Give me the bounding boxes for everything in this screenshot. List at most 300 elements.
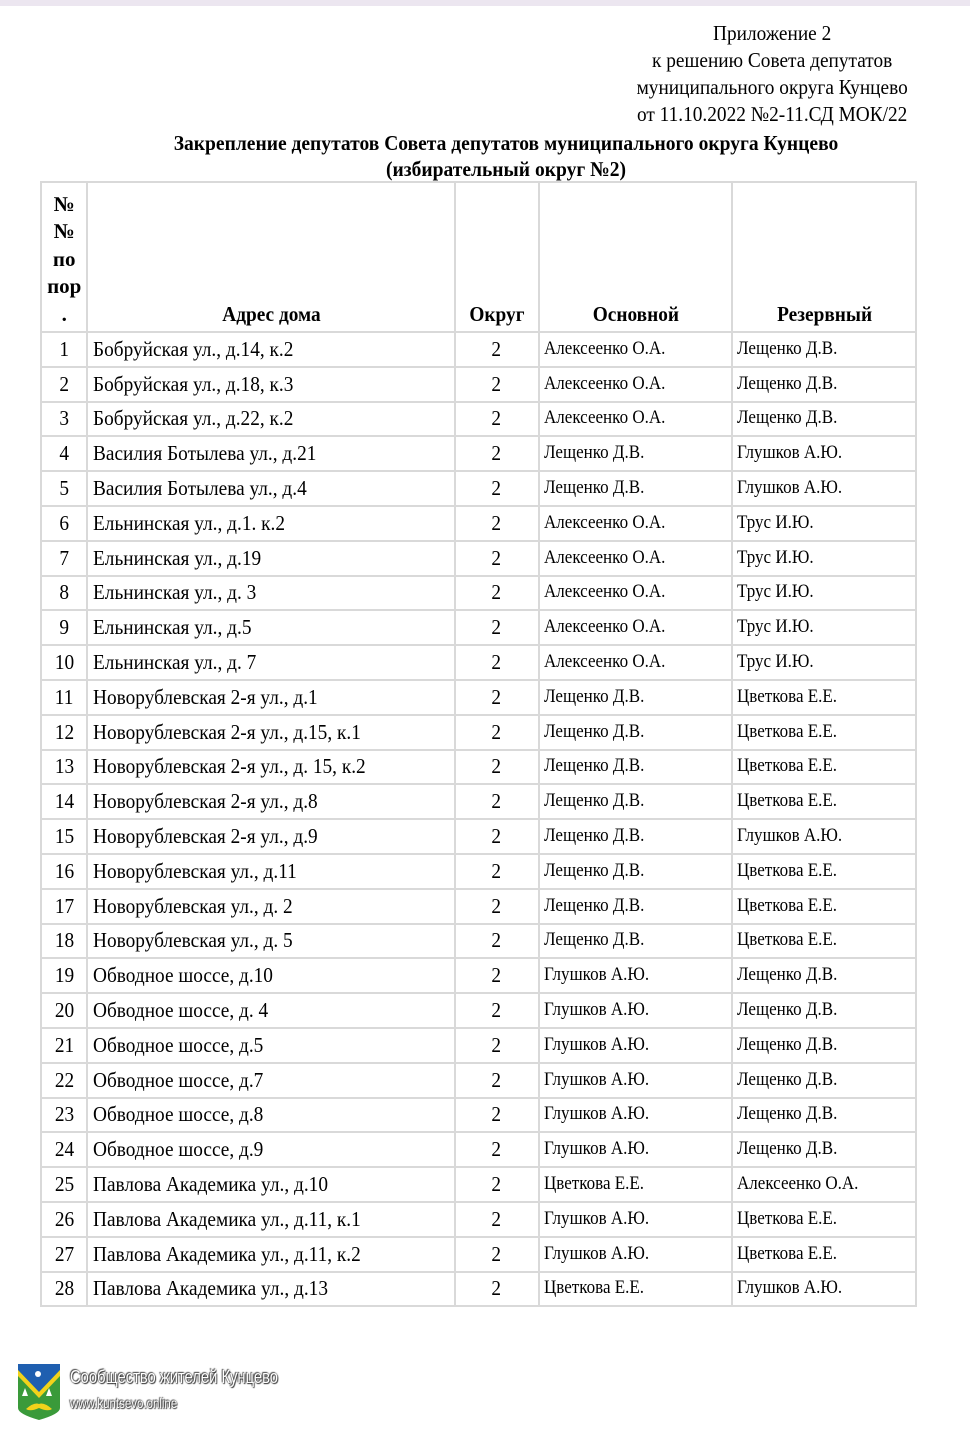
table-row [41, 436, 916, 471]
row-number: 24 [54, 1137, 74, 1162]
row-number-cell [41, 1237, 87, 1272]
row-number: 22 [54, 1067, 74, 1092]
row-address-cell [87, 1167, 454, 1202]
row-primary-deputy: Лещенко Д.В. [543, 478, 644, 499]
row-number-cell [41, 645, 87, 680]
row-reserve-deputy-cell [732, 1028, 916, 1063]
row-district-cell [455, 645, 539, 680]
row-number: 28 [54, 1276, 74, 1301]
header-district [455, 182, 539, 332]
row-number: 10 [54, 650, 74, 675]
table-header-row [41, 182, 916, 332]
row-reserve-deputy: Трус И.Ю. [737, 512, 814, 533]
row-district-cell [455, 680, 539, 715]
row-number-cell [41, 610, 87, 645]
row-district-cell [455, 819, 539, 854]
row-primary-deputy: Лещенко Д.В. [543, 826, 644, 847]
table-row [41, 715, 916, 750]
row-primary-deputy-cell [539, 1063, 733, 1098]
row-address: Ельнинская ул., д. 7 [93, 650, 257, 675]
row-number-cell [41, 1132, 87, 1167]
row-reserve-deputy: Глушков А.Ю. [737, 443, 843, 464]
header-reserve [732, 182, 916, 332]
row-primary-deputy: Алексеенко О.А. [543, 582, 665, 603]
document-title [73, 130, 940, 182]
header-number-line: № [53, 219, 75, 243]
table-row [41, 576, 916, 611]
row-address-cell [87, 819, 454, 854]
row-address-cell [87, 680, 454, 715]
top-bar [0, 0, 970, 6]
row-address-cell [87, 1063, 454, 1098]
row-reserve-deputy: Лещенко Д.В. [737, 373, 838, 394]
row-reserve-deputy: Трус И.Ю. [737, 582, 814, 603]
row-number-cell [41, 958, 87, 993]
row-number-cell [41, 715, 87, 750]
row-number: 3 [59, 406, 70, 431]
row-district: 2 [491, 1137, 502, 1162]
row-reserve-deputy-cell [732, 471, 916, 506]
row-district-cell [455, 576, 539, 611]
row-district: 2 [491, 719, 502, 744]
row-district: 2 [491, 336, 502, 361]
row-address: Ельнинская ул., д. 3 [93, 580, 257, 605]
row-number-cell [41, 332, 87, 367]
row-primary-deputy: Цветкова Е.Е. [543, 1174, 644, 1195]
appendix-line-1: Приложение 2 [713, 21, 832, 45]
watermark-url[interactable]: www.kuntsevo.online [70, 1395, 178, 1411]
row-number-cell [41, 854, 87, 889]
row-address: Василия Ботылева ул., д.21 [93, 441, 317, 466]
row-primary-deputy-cell [539, 750, 733, 785]
row-address-cell [87, 715, 454, 750]
appendix-line-4: от 11.10.2022 №2-11.СД МОК/22 [637, 102, 908, 126]
row-district-cell [455, 367, 539, 402]
row-number: 5 [59, 476, 70, 501]
row-reserve-deputy-cell [732, 1132, 916, 1167]
row-reserve-deputy: Лещенко Д.В. [737, 338, 838, 359]
row-district-cell [455, 541, 539, 576]
row-address: Ельнинская ул., д.1. к.2 [93, 510, 286, 535]
row-district-cell [455, 993, 539, 1028]
row-reserve-deputy: Лещенко Д.В. [737, 408, 838, 429]
table-row [41, 924, 916, 959]
row-reserve-deputy: Лещенко Д.В. [737, 1069, 838, 1090]
row-address: Новорублевская 2-я ул., д.15, к.1 [93, 719, 362, 744]
row-primary-deputy: Глушков А.Ю. [543, 1000, 649, 1021]
row-reserve-deputy-cell [732, 367, 916, 402]
row-number: 15 [54, 824, 74, 849]
kuntsevo-coat-of-arms-icon [16, 1362, 62, 1422]
row-number: 16 [54, 858, 74, 883]
row-district: 2 [491, 1206, 502, 1231]
header-district-label: Округ [469, 301, 525, 326]
row-reserve-deputy-cell [732, 1098, 916, 1133]
row-address-cell [87, 1098, 454, 1133]
row-address: Новорублевская 2-я ул., д.9 [93, 824, 319, 849]
table-row [41, 1272, 916, 1307]
row-address-cell [87, 889, 454, 924]
row-number: 18 [54, 928, 74, 953]
row-district-cell [455, 854, 539, 889]
row-district: 2 [491, 1032, 502, 1057]
row-reserve-deputy-cell [732, 645, 916, 680]
row-reserve-deputy-cell [732, 332, 916, 367]
row-reserve-deputy-cell [732, 506, 916, 541]
row-primary-deputy: Глушков А.Ю. [543, 1104, 649, 1125]
row-reserve-deputy-cell [732, 1202, 916, 1237]
row-primary-deputy: Алексеенко О.А. [543, 617, 665, 638]
row-primary-deputy: Глушков А.Ю. [543, 1139, 649, 1160]
row-number: 19 [54, 963, 74, 988]
row-district: 2 [491, 580, 502, 605]
row-district: 2 [491, 1067, 502, 1092]
row-reserve-deputy: Лещенко Д.В. [737, 1000, 838, 1021]
row-district: 2 [491, 371, 502, 396]
row-reserve-deputy-cell [732, 436, 916, 471]
row-district-cell [455, 1063, 539, 1098]
row-reserve-deputy: Трус И.Ю. [737, 547, 814, 568]
row-address-cell [87, 993, 454, 1028]
row-number-cell [41, 680, 87, 715]
row-reserve-deputy-cell [732, 1272, 916, 1307]
row-primary-deputy-cell [539, 924, 733, 959]
row-address-cell [87, 750, 454, 785]
row-primary-deputy-cell [539, 506, 733, 541]
title-line-1: Закрепление депутатов Совета депутатов муниципального округа Кунцево [173, 131, 839, 155]
row-address: Павлова Академика ул., д.11, к.2 [93, 1241, 362, 1266]
row-reserve-deputy-cell [732, 1063, 916, 1098]
row-primary-deputy-cell [539, 1098, 733, 1133]
table-row [41, 471, 916, 506]
row-district-cell [455, 750, 539, 785]
row-district: 2 [491, 1172, 502, 1197]
row-address: Обводное шоссе, д. 4 [93, 998, 269, 1023]
table-row [41, 958, 916, 993]
table-row [41, 506, 916, 541]
row-district: 2 [491, 476, 502, 501]
row-primary-deputy-cell [539, 784, 733, 819]
row-district: 2 [491, 754, 502, 779]
table-row [41, 750, 916, 785]
row-district: 2 [491, 998, 502, 1023]
table-row [41, 367, 916, 402]
row-address: Бобруйская ул., д.14, к.2 [93, 336, 294, 361]
row-address-cell [87, 645, 454, 680]
header-number-line: по [52, 246, 76, 271]
row-primary-deputy-cell [539, 819, 733, 854]
row-address: Бобруйская ул., д.18, к.3 [93, 371, 294, 396]
row-district-cell [455, 924, 539, 959]
row-address: Новорублевская 2-я ул., д.8 [93, 789, 319, 814]
row-number-cell [41, 993, 87, 1028]
row-reserve-deputy-cell [732, 1237, 916, 1272]
table-body [41, 332, 916, 1306]
row-district: 2 [491, 858, 502, 883]
table-row [41, 645, 916, 680]
row-district-cell [455, 889, 539, 924]
row-address-cell [87, 576, 454, 611]
row-reserve-deputy: Цветкова Е.Е. [737, 1243, 838, 1264]
row-address: Обводное шоссе, д.8 [93, 1102, 264, 1127]
row-reserve-deputy-cell [732, 402, 916, 437]
row-district-cell [455, 1202, 539, 1237]
row-number: 11 [54, 684, 74, 709]
row-district-cell [455, 1167, 539, 1202]
row-address-cell [87, 436, 454, 471]
row-primary-deputy: Алексеенко О.А. [543, 652, 665, 673]
row-reserve-deputy: Цветкова Е.Е. [737, 686, 838, 707]
row-reserve-deputy: Глушков А.Ю. [737, 1278, 843, 1299]
table-row [41, 1028, 916, 1063]
row-address: Бобруйская ул., д.22, к.2 [93, 406, 294, 431]
row-reserve-deputy: Глушков А.Ю. [737, 478, 843, 499]
row-primary-deputy: Лещенко Д.В. [543, 895, 644, 916]
row-number-cell [41, 784, 87, 819]
row-reserve-deputy-cell [732, 680, 916, 715]
row-reserve-deputy: Цветкова Е.Е. [737, 1208, 838, 1229]
row-reserve-deputy: Лещенко Д.В. [737, 1139, 838, 1160]
row-address-cell [87, 1202, 454, 1237]
row-district-cell [455, 1028, 539, 1063]
row-district: 2 [491, 928, 502, 953]
row-reserve-deputy: Лещенко Д.В. [737, 965, 838, 986]
row-district: 2 [491, 893, 502, 918]
row-primary-deputy: Алексеенко О.А. [543, 547, 665, 568]
row-reserve-deputy-cell [732, 715, 916, 750]
row-number: 7 [59, 545, 70, 570]
row-primary-deputy-cell [539, 1272, 733, 1307]
row-district-cell [455, 784, 539, 819]
row-reserve-deputy-cell [732, 819, 916, 854]
row-address-cell [87, 958, 454, 993]
row-primary-deputy: Цветкова Е.Е. [543, 1278, 644, 1299]
row-primary-deputy-cell [539, 1237, 733, 1272]
row-address: Новорублевская 2-я ул., д.1 [93, 684, 319, 709]
row-address: Обводное шоссе, д.5 [93, 1032, 264, 1057]
row-reserve-deputy: Цветкова Е.Е. [737, 860, 838, 881]
row-reserve-deputy: Цветкова Е.Е. [737, 791, 838, 812]
row-district: 2 [491, 615, 502, 640]
appendix-line-3: муниципального округа Кунцево [636, 75, 908, 99]
row-number: 14 [54, 789, 74, 814]
row-primary-deputy-cell [539, 1132, 733, 1167]
row-primary-deputy: Лещенко Д.В. [543, 756, 644, 777]
row-address: Павлова Академика ул., д.13 [93, 1276, 329, 1301]
appendix-header [637, 20, 908, 128]
row-primary-deputy: Алексеенко О.А. [543, 408, 665, 429]
row-district: 2 [491, 441, 502, 466]
header-reserve-label: Резервный [776, 301, 872, 326]
row-address: Василия Ботылева ул., д.4 [93, 476, 308, 501]
row-reserve-deputy-cell [732, 993, 916, 1028]
row-district-cell [455, 402, 539, 437]
row-primary-deputy-cell [539, 993, 733, 1028]
row-number-cell [41, 1028, 87, 1063]
row-address-cell [87, 854, 454, 889]
table-row [41, 610, 916, 645]
row-number-cell [41, 1202, 87, 1237]
row-primary-deputy: Алексеенко О.А. [543, 512, 665, 533]
row-primary-deputy-cell [539, 889, 733, 924]
row-district-cell [455, 610, 539, 645]
row-number: 1 [59, 336, 70, 361]
row-district-cell [455, 1272, 539, 1307]
row-reserve-deputy: Лещенко Д.В. [737, 1104, 838, 1125]
table-row [41, 784, 916, 819]
header-number-line: . [61, 301, 67, 326]
row-primary-deputy: Глушков А.Ю. [543, 1069, 649, 1090]
row-reserve-deputy-cell [732, 576, 916, 611]
row-district-cell [455, 436, 539, 471]
row-primary-deputy-cell [539, 367, 733, 402]
row-address-cell [87, 1028, 454, 1063]
row-reserve-deputy-cell [732, 750, 916, 785]
row-reserve-deputy-cell [732, 854, 916, 889]
row-primary-deputy: Лещенко Д.В. [543, 860, 644, 881]
row-address: Новорублевская ул., д.11 [93, 858, 298, 883]
row-primary-deputy-cell [539, 541, 733, 576]
row-number-cell [41, 1272, 87, 1307]
row-reserve-deputy: Цветкова Е.Е. [737, 756, 838, 777]
row-number: 21 [54, 1032, 74, 1057]
row-primary-deputy: Глушков А.Ю. [543, 965, 649, 986]
row-address-cell [87, 1237, 454, 1272]
row-primary-deputy-cell [539, 854, 733, 889]
row-number: 26 [54, 1206, 74, 1231]
row-district: 2 [491, 545, 502, 570]
table-row [41, 1098, 916, 1133]
row-address-cell [87, 367, 454, 402]
row-primary-deputy-cell [539, 958, 733, 993]
table-row [41, 1167, 916, 1202]
table-row [41, 680, 916, 715]
header-number [41, 182, 87, 332]
row-address: Обводное шоссе, д.7 [93, 1067, 264, 1092]
row-address: Новорублевская ул., д. 5 [93, 928, 294, 953]
row-address: Павлова Академика ул., д.10 [93, 1172, 329, 1197]
row-district: 2 [491, 650, 502, 675]
row-primary-deputy: Глушков А.Ю. [543, 1034, 649, 1055]
row-primary-deputy-cell [539, 715, 733, 750]
row-primary-deputy-cell [539, 471, 733, 506]
row-district-cell [455, 1132, 539, 1167]
row-district-cell [455, 471, 539, 506]
row-number: 6 [59, 510, 70, 535]
row-primary-deputy-cell [539, 1167, 733, 1202]
row-number-cell [41, 819, 87, 854]
table-row [41, 854, 916, 889]
title-line-2: (избирательный округ №2) [386, 157, 626, 181]
table-row [41, 541, 916, 576]
row-address-cell [87, 402, 454, 437]
row-district-cell [455, 332, 539, 367]
row-address: Обводное шоссе, д.10 [93, 963, 274, 988]
row-district: 2 [491, 510, 502, 535]
header-address [87, 182, 454, 332]
row-primary-deputy: Алексеенко О.А. [543, 338, 665, 359]
row-primary-deputy-cell [539, 402, 733, 437]
row-primary-deputy: Лещенко Д.В. [543, 443, 644, 464]
row-district-cell [455, 715, 539, 750]
row-reserve-deputy-cell [732, 924, 916, 959]
row-number-cell [41, 576, 87, 611]
row-number-cell [41, 506, 87, 541]
row-district-cell [455, 1098, 539, 1133]
row-primary-deputy: Лещенко Д.В. [543, 930, 644, 951]
row-reserve-deputy: Глушков А.Ю. [737, 826, 843, 847]
row-number: 2 [59, 371, 70, 396]
row-address: Обводное шоссе, д.9 [93, 1137, 264, 1162]
row-primary-deputy-cell [539, 1028, 733, 1063]
row-number-cell [41, 889, 87, 924]
row-primary-deputy-cell [539, 645, 733, 680]
table-row [41, 993, 916, 1028]
row-number-cell [41, 471, 87, 506]
row-address-cell [87, 610, 454, 645]
row-number: 20 [54, 998, 74, 1023]
row-address: Павлова Академика ул., д.11, к.1 [93, 1206, 362, 1231]
row-reserve-deputy-cell [732, 610, 916, 645]
row-primary-deputy-cell [539, 680, 733, 715]
row-primary-deputy-cell [539, 332, 733, 367]
watermark-name: Сообщество жителей Кунцево [70, 1367, 278, 1387]
row-address-cell [87, 784, 454, 819]
row-address: Новорублевская ул., д. 2 [93, 893, 294, 918]
row-primary-deputy-cell [539, 576, 733, 611]
row-address: Ельнинская ул., д.5 [93, 615, 252, 640]
row-district: 2 [491, 1241, 502, 1266]
row-number: 13 [54, 754, 74, 779]
row-district-cell [455, 506, 539, 541]
row-primary-deputy-cell [539, 610, 733, 645]
row-reserve-deputy: Трус И.Ю. [737, 652, 814, 673]
table-row [41, 1063, 916, 1098]
assignment-table [40, 181, 917, 1307]
row-reserve-deputy-cell [732, 958, 916, 993]
row-district: 2 [491, 963, 502, 988]
row-number: 12 [54, 719, 74, 744]
header-number-line: пор [47, 274, 82, 298]
row-number: 17 [54, 893, 74, 918]
row-number-cell [41, 367, 87, 402]
row-address: Новорублевская 2-я ул., д. 15, к.2 [93, 754, 367, 779]
header-number-line: № [53, 191, 75, 216]
row-number: 4 [59, 441, 70, 466]
row-district-cell [455, 958, 539, 993]
row-number-cell [41, 750, 87, 785]
row-number: 25 [54, 1172, 74, 1197]
row-reserve-deputy: Лещенко Д.В. [737, 1034, 838, 1055]
row-address-cell [87, 1132, 454, 1167]
row-district: 2 [491, 789, 502, 814]
row-address-cell [87, 506, 454, 541]
appendix-line-2: к решению Совета депутатов [652, 48, 893, 72]
row-address-cell [87, 471, 454, 506]
row-reserve-deputy: Цветкова Е.Е. [737, 930, 838, 951]
row-primary-deputy: Лещенко Д.В. [543, 686, 644, 707]
row-number-cell [41, 924, 87, 959]
row-primary-deputy: Лещенко Д.В. [543, 721, 644, 742]
row-reserve-deputy: Алексеенко О.А. [737, 1174, 859, 1195]
table-row [41, 402, 916, 437]
row-primary-deputy-cell [539, 436, 733, 471]
table-row [41, 1237, 916, 1272]
row-district: 2 [491, 1102, 502, 1127]
row-primary-deputy: Лещенко Д.В. [543, 791, 644, 812]
row-number: 27 [54, 1241, 74, 1266]
row-number-cell [41, 541, 87, 576]
